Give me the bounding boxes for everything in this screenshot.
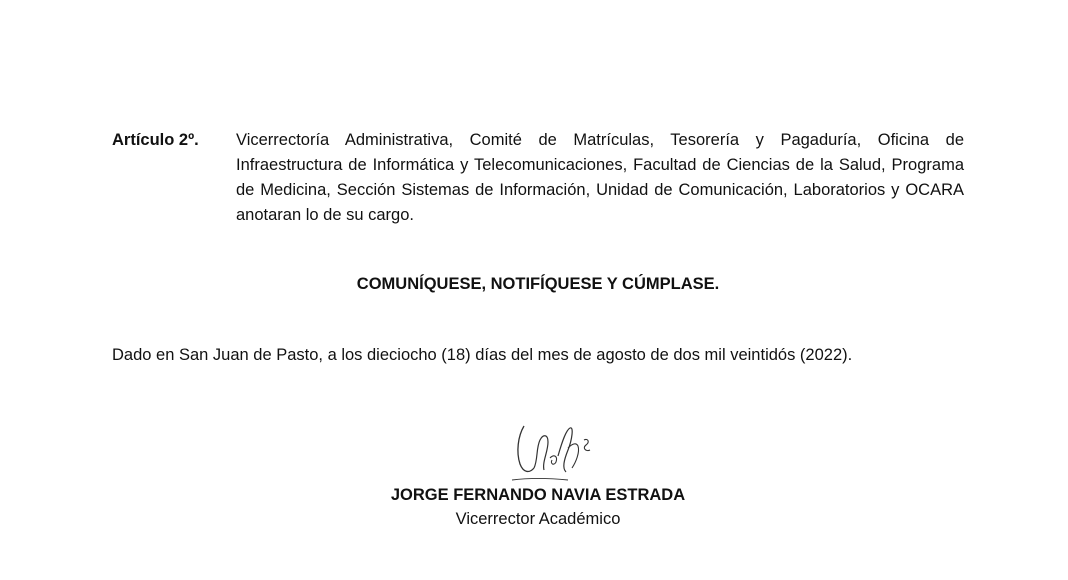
- closing-statement: COMUNÍQUESE, NOTIFÍQUESE Y CÚMPLASE.: [356, 275, 720, 293]
- signer-name: JORGE FERNANDO NAVIA ESTRADA: [390, 486, 686, 504]
- article-label: Artículo 2º.: [112, 131, 199, 149]
- date-place-line: Dado en San Juan de Pasto, a los dieciocho (18) días del mes de agosto de dos mil veintidós (2022).: [112, 346, 853, 364]
- handwritten-signature: [498, 418, 608, 490]
- article-2: [112, 128, 964, 228]
- signer-title: Vicerrector Académico: [455, 510, 621, 528]
- article-body: Vicerrectoría Administrativa, Comité de Matrículas, Tesorería y Pagaduría, Oficina de Infraestructura de Informática y Telecomunicaciones, Facultad de Ciencias de la Salud, Programa de Medicina, Sección Sistemas de Información, Unidad de Comunicación, Laboratorios y OCARA anotaran lo de su cargo.: [236, 131, 964, 224]
